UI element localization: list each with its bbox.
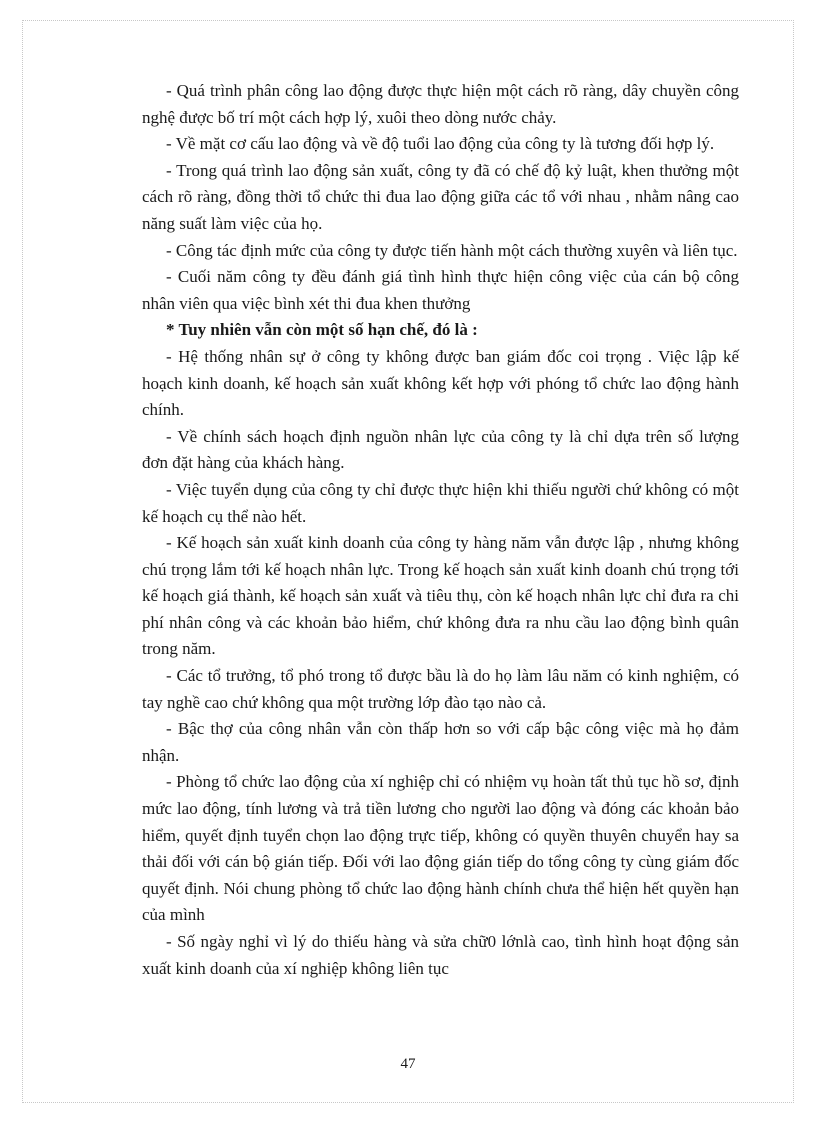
section-heading: * Tuy nhiên vẫn còn một số hạn chế, đó là : [166,320,478,340]
paragraph: - Bậc thợ của công nhân vẫn còn thấp hơn so với cấp bậc công việc mà họ đảm nhận. [142,719,739,765]
paragraph: - Các tổ trưởng, tổ phó trong tổ được bầu là do họ làm lâu năm có kinh nghiệm, có tay nghề cao chứ không qua một trường lớp đào tạo nào cả. [142,666,739,712]
document-body [142,78,739,982]
paragraph: - Kế hoạch sản xuất kinh doanh của công ty hàng năm vẫn được lập , nhưng không chú trọng lắm tới kế hoạch nhân lực. Trong kế hoạch sản xuất kinh doanh chú trọng tới kế hoạch giá thành, kế hoạch sản xuất và tiêu thụ, còn kế hoạch nhân lực chỉ đưa ra chi phí nhân công và các khoản bảo hiểm, chứ không đưa ra nhu cầu lao động bình quân trong năm. [142,533,739,659]
paragraph: - Việc tuyển dụng của công ty chỉ được thực hiện khi thiếu người chứ không có một kế hoạch cụ thể nào hết. [142,479,739,526]
paragraph: - Trong quá trình lao động sản xuất, công ty đã có chế độ kỷ luật, khen thưởng một cách rõ ràng, đồng thời tổ chức thi đua lao động giữa các tổ với nhau , nhằm nâng cao năng suất làm việc của họ. [142,160,739,233]
paragraph: - Cuối năm công ty đều đánh giá tình hình thực hiện công việc của cán bộ công nhân viên qua việc bình xét thi đua khen thưởng [142,267,739,313]
paragraph: - Hệ thống nhân sự ở công ty không được ban giám đốc coi trọng . Việc lập kế hoạch kinh doanh, kế hoạch sản xuất không kết hợp với phóng tổ chức lao động hành chính. [142,346,739,420]
page-number: 47 [400,1056,416,1072]
paragraph: - Số ngày nghỉ vì lý do thiếu hàng và sửa chữ0 lớnlà cao, tình hình hoạt động sản xuất kinh doanh của xí nghiệp không liên tục [142,932,739,978]
paragraph: - Về mặt cơ cấu lao động và về độ tuổi lao động của công ty là tương đối hợp lý. [166,134,715,154]
paragraph: - Về chính sách hoạch định nguồn nhân lực của công ty là chỉ dựa trên số lượng đơn đặt hàng của khách hàng. [142,426,739,473]
paragraph: - Phòng tổ chức lao động của xí nghiệp chỉ có nhiệm vụ hoàn tất thủ tục hồ sơ, định mức lao động, tính lương và trả tiền lương cho người lao động và đóng các khoản bảo hiểm, quyết định tuyển chọn lao động trực tiếp, không có quyền thuyên chuyển hay sa thải đối với cán bộ gián tiếp. Đối với lao động gián tiếp do tổng công ty cùng giám đốc quyết định. Nói chung phòng tổ chức lao động hành chính chưa thể hiện hết quyền hạn của mình [142,772,739,925]
paragraph: - Quá trình phân công lao động được thực hiện một cách rõ ràng, dây chuyền công nghệ được bố trí một cách hợp lý, xuôi theo dòng nước chảy. [142,81,739,127]
paragraph: - Công tác định mức của công ty được tiến hành một cách thường xuyên và liên tục. [166,240,738,260]
